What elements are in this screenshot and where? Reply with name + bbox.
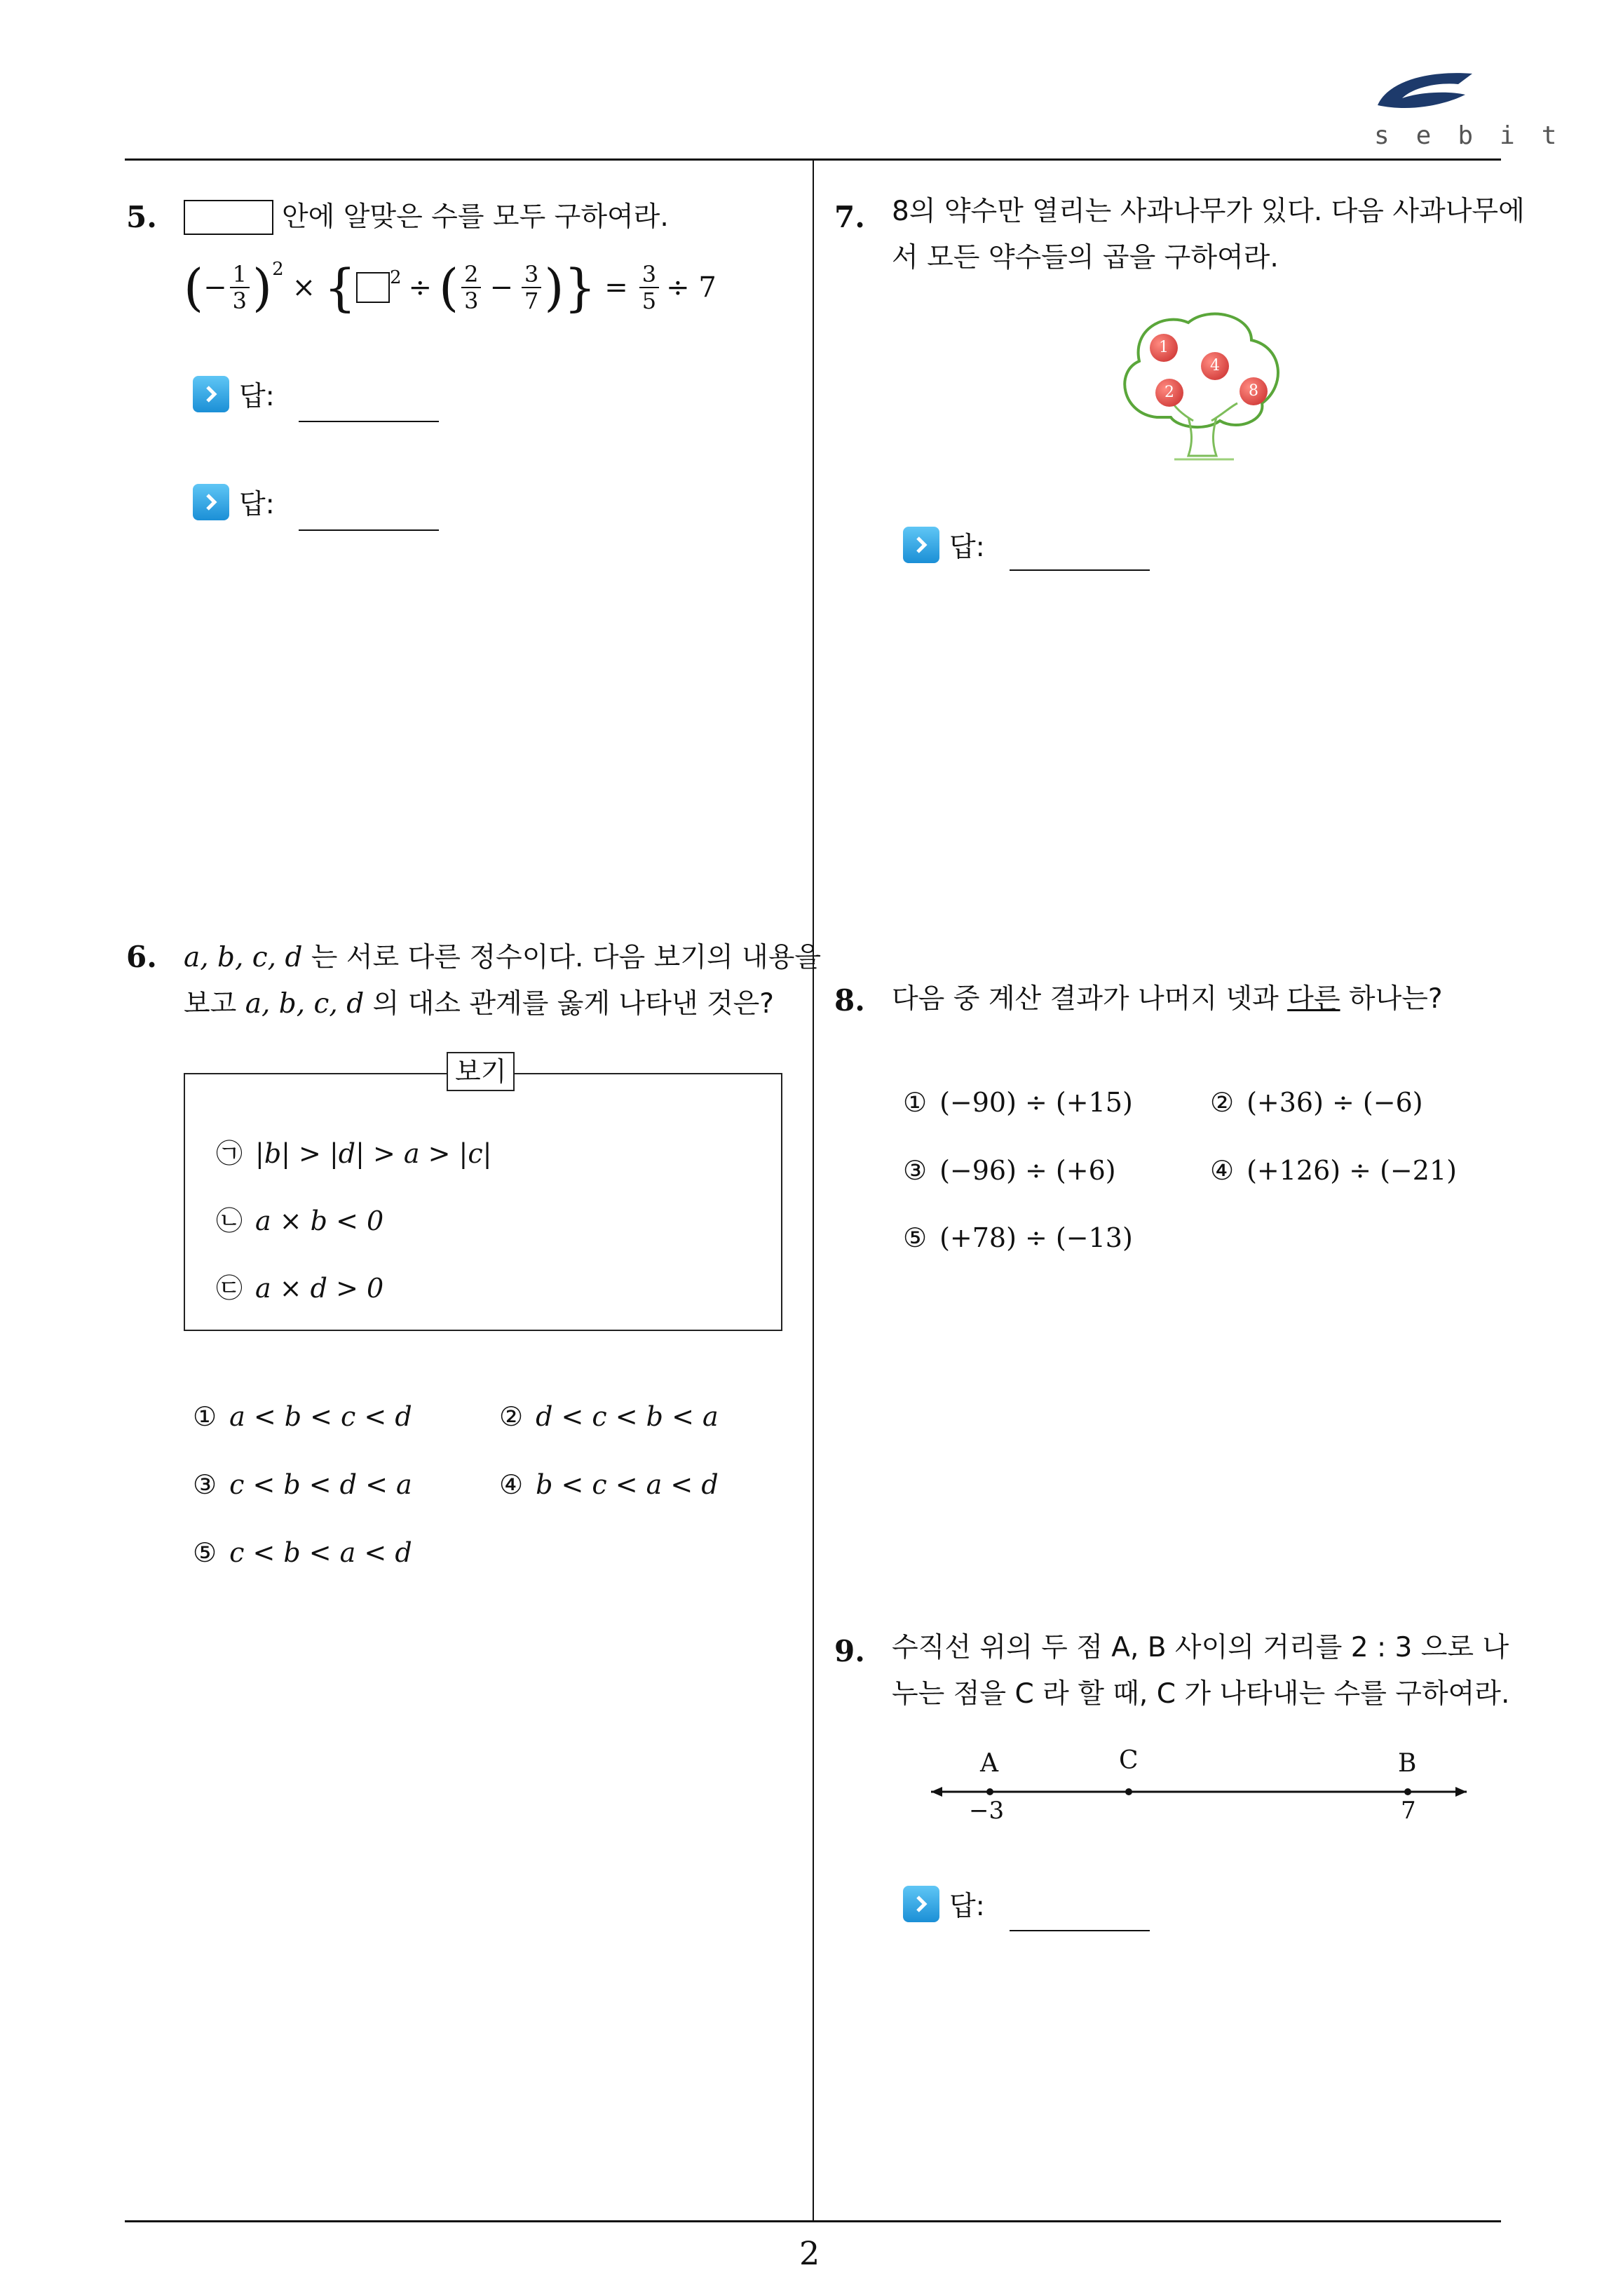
logo-swoosh-icon xyxy=(1374,67,1479,116)
apple-tree-image xyxy=(1115,309,1286,470)
logo xyxy=(1367,67,1584,158)
q9-line1: 수직선 위의 두 점 A, B 사이의 거리를 2 : 3 으로 나 xyxy=(892,1632,1509,1663)
q6-choice-3[interactable]: ③ c < b < d < a xyxy=(193,1469,412,1500)
q6-choice-1[interactable]: ① a < b < c < d xyxy=(193,1401,412,1432)
q5-text: 안에 알맞은 수를 모두 구하여라. xyxy=(282,201,669,233)
q9-number: 9. xyxy=(834,1634,865,1668)
q5-equation: ( − $\frac{1}{3}$ ) $^2$ × { $^2$ ÷ ( $\frac{2}{3}$ − $\frac{3}{7}$ ) } = $\frac{3}{5}$ ÷ 7 xyxy=(184,258,717,317)
apple-item: 8 xyxy=(1240,377,1268,405)
q8-choice-1[interactable]: ① (−90) ÷ (+15) xyxy=(903,1087,1133,1118)
q7-line1: 8의 약수만 열리는 사과나무가 있다. 다음 사과나무에 xyxy=(892,196,1525,227)
q5-answer-1 xyxy=(193,374,275,414)
q8-choice-3[interactable]: ③ (−96) ÷ (+6) xyxy=(903,1155,1116,1186)
chevron-right-icon xyxy=(193,376,229,412)
q6-choice-2[interactable]: ② d < c < b < a xyxy=(499,1401,719,1432)
answer-label: 답: xyxy=(239,381,275,412)
q5-rparen: ) xyxy=(252,258,273,317)
point-c-label: C xyxy=(1119,1746,1139,1775)
q7-answer xyxy=(903,525,985,565)
q7-line2: 서 모든 약수들의 곱을 구하여라. xyxy=(892,242,1279,274)
q6-choice-5[interactable]: ⑤ c < b < a < d xyxy=(193,1537,412,1568)
q6-bogi-item: ㉢ a × d > 0 xyxy=(216,1273,384,1304)
q9-number-line xyxy=(925,1746,1472,1830)
answer-label: 답: xyxy=(239,489,275,520)
q8-text: 다음 중 계산 결과가 나머지 넷과 다른 하나는? xyxy=(892,983,1443,1015)
q5-number: 5. xyxy=(126,200,157,234)
page-number: 2 xyxy=(799,2234,820,2272)
q6-line1: a, b, c, d 는 서로 다른 정수이다. 다음 보기의 내용을 xyxy=(184,942,822,973)
q8-choice-5[interactable]: ⑤ (+78) ÷ (−13) xyxy=(903,1222,1133,1253)
answer-label: 답: xyxy=(949,532,985,563)
column-divider xyxy=(813,161,814,2220)
apple-item: 2 xyxy=(1155,379,1183,407)
q5-blank-box xyxy=(184,200,273,235)
q5-inner-box xyxy=(356,272,390,303)
q9-answer xyxy=(903,1884,985,1924)
point-a-label: A xyxy=(980,1749,998,1778)
q6-line2: 보고 a, b, c, d 의 대소 관계를 옳게 나타낸 것은? xyxy=(184,988,775,1020)
q5-answer-2-field[interactable] xyxy=(299,529,439,531)
q5-frac2: $\frac{2}{3}$ xyxy=(461,262,481,313)
q7-number: 7. xyxy=(834,200,865,234)
q7-answer-field[interactable] xyxy=(1010,569,1150,571)
q6-number: 6. xyxy=(126,940,157,974)
q6-bogi-item: ㉠ |b| > |d| > a > |c| xyxy=(216,1138,492,1169)
q5-frac4: $\frac{3}{5}$ xyxy=(639,262,659,313)
point-a-value: −3 xyxy=(969,1797,1005,1825)
q8-choice-4[interactable]: ④ (+126) ÷ (−21) xyxy=(1210,1155,1457,1186)
q5-answer-2 xyxy=(193,482,275,522)
number-line-icon xyxy=(925,1746,1472,1830)
q8-choice-2[interactable]: ② (+36) ÷ (−6) xyxy=(1210,1087,1423,1118)
q5-answer-1-field[interactable] xyxy=(299,421,439,422)
q6-choice-4[interactable]: ④ b < c < a < d xyxy=(499,1469,719,1500)
chevron-right-icon xyxy=(903,1886,939,1922)
apple-item: 4 xyxy=(1201,352,1229,380)
logo-text: sebit xyxy=(1374,121,1584,150)
q8-number: 8. xyxy=(834,983,865,1018)
q9-line2: 누는 점을 C 라 할 때, C 가 나타내는 수를 구하여라. xyxy=(892,1678,1510,1710)
q6-bogi-item: ㉡ a × b < 0 xyxy=(216,1206,384,1236)
chevron-right-icon xyxy=(903,527,939,563)
q6-bogi-title: 보기 xyxy=(447,1052,515,1091)
apple-item: 1 xyxy=(1150,334,1178,362)
point-b-value: 7 xyxy=(1401,1797,1416,1825)
answer-label: 답: xyxy=(949,1891,985,1922)
q5-frac3: $\frac{3}{7}$ xyxy=(522,262,541,313)
chevron-right-icon xyxy=(193,484,229,520)
point-b-label: B xyxy=(1398,1749,1417,1778)
q5-frac1: $\frac{1}{3}$ xyxy=(230,262,250,313)
q5-lparen: ( xyxy=(184,258,204,317)
q9-answer-field[interactable] xyxy=(1010,1930,1150,1931)
footer-rule xyxy=(125,2220,1501,2222)
